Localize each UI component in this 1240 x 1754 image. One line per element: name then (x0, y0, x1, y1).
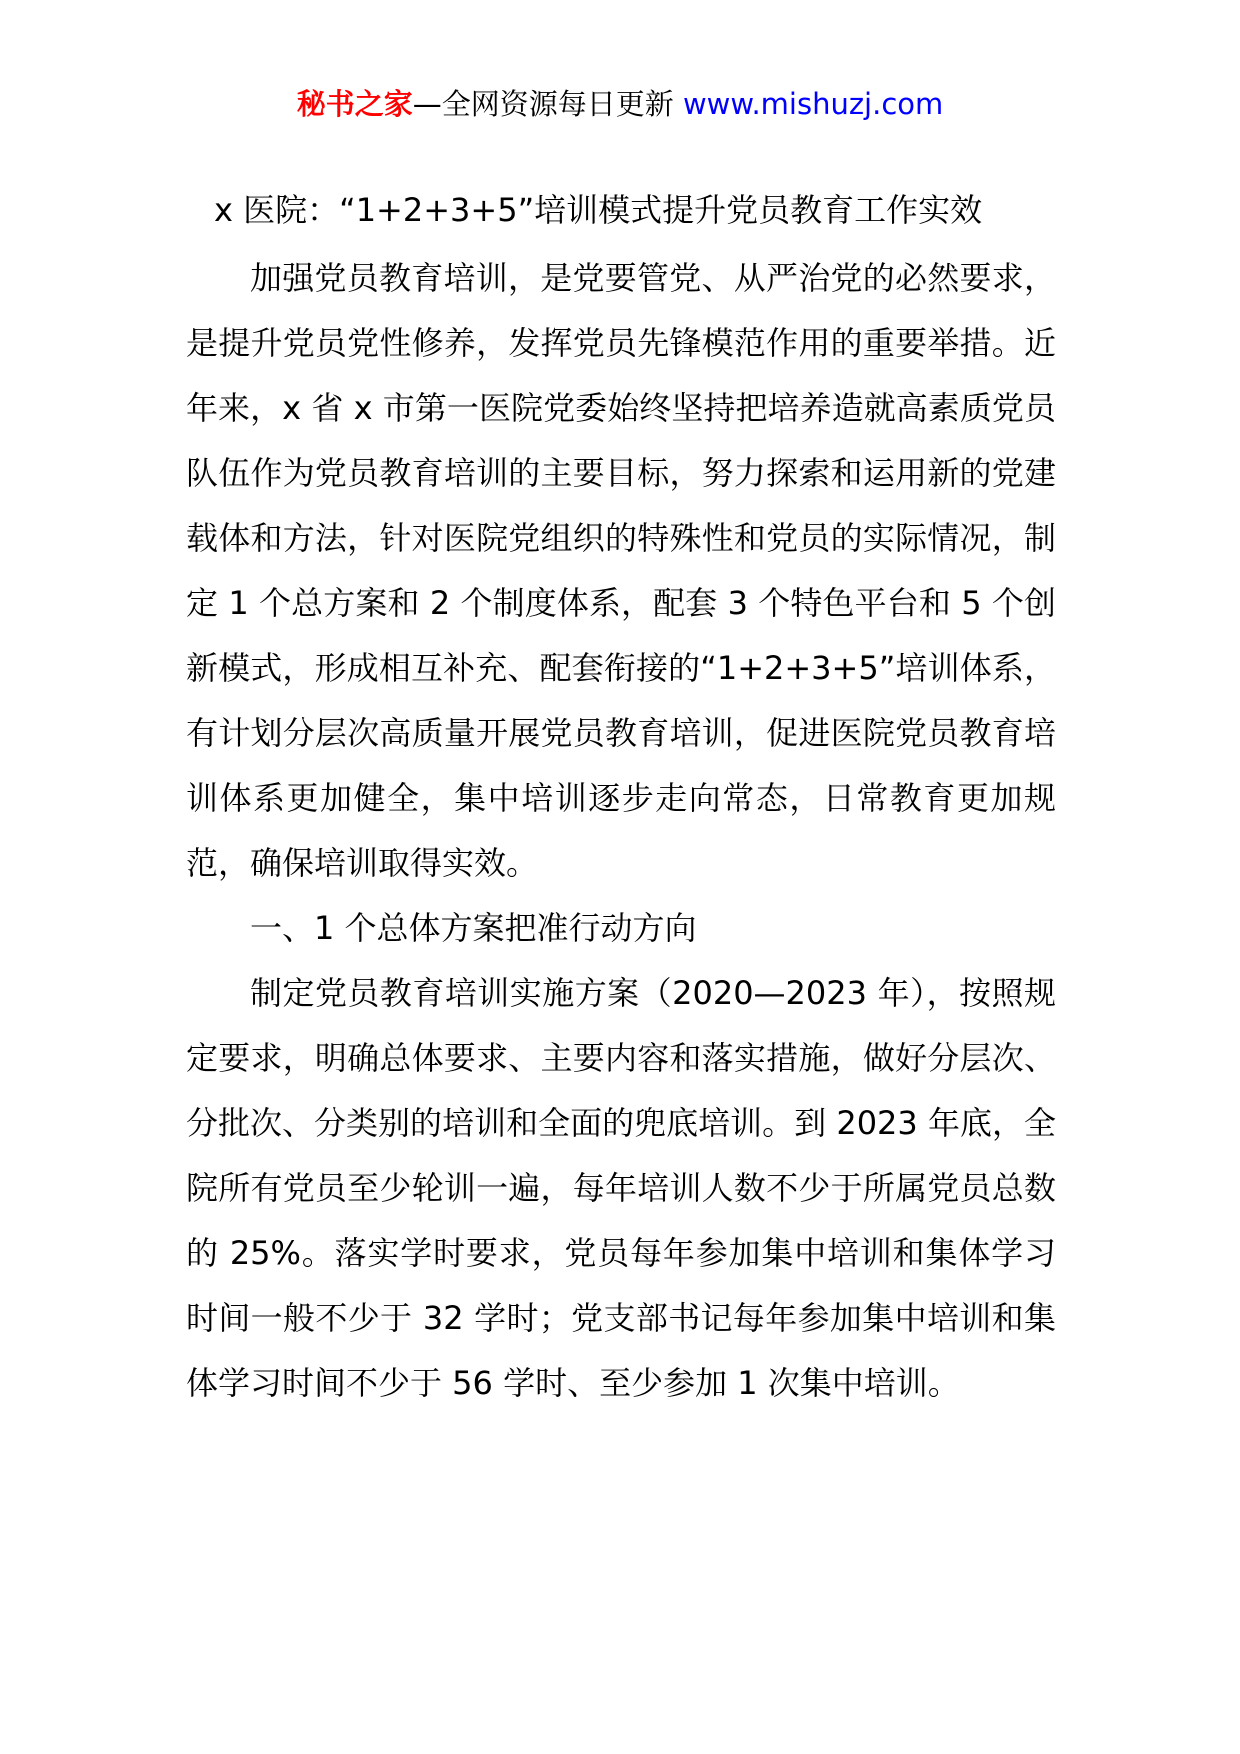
site-tagline: —全网资源每日更新 (412, 87, 674, 121)
section-1-paragraph: 制定党员教育培训实施方案（2020—2023 年），按照规定要求，明确总体要求、主要内容和落实措施，做好分层次、分批次、分类别的培训和全面的兜底培训。到 2023 年底，全院所有党员至少轮训一遍，每年培训人数不少于所属党员总数的 25%。落实学时要求，党员每年参加集中培训和集体学习时间一般不少于 32 学时；党支部书记每年参加集中培训和集体学习时间不少于 56 学时、至少参加 1 次集中培训。 (186, 974, 1056, 1402)
site-url-link[interactable]: www.mishuzj.com (682, 87, 944, 121)
section-1-heading: 一、1 个总体方案把准行动方向 (250, 909, 697, 947)
document-title: x 医院：“1+2+3+5”培训模式提升党员教育工作实效 (214, 191, 983, 229)
document-body (186, 188, 1056, 1416)
intro-paragraph: 加强党员教育培训，是党要管党、从严治党的必然要求，是提升党员党性修养，发挥党员先锋模范作用的重要举措。近年来，x 省 x 市第一医院党委始终坚持把培养造就高素质党员队伍作为党员教育培训的主要目标，努力探索和运用新的党建载体和方法，针对医院党组织的特殊性和党员的实际情况，制定 1 个总方案和 2 个制度体系，配套 3 个特色平台和 5 个创新模式，形成相互补充、配套衔接的“1+2+3+5”培训体系，有计划分层次高质量开展党员教育培训，促进医院党员教育培训体系更加健全，集中培训逐步走向常态，日常教育更加规范，确保培训取得实效。 (186, 259, 1056, 882)
site-header (0, 84, 1240, 124)
site-brand: 秘书之家 (296, 87, 413, 121)
